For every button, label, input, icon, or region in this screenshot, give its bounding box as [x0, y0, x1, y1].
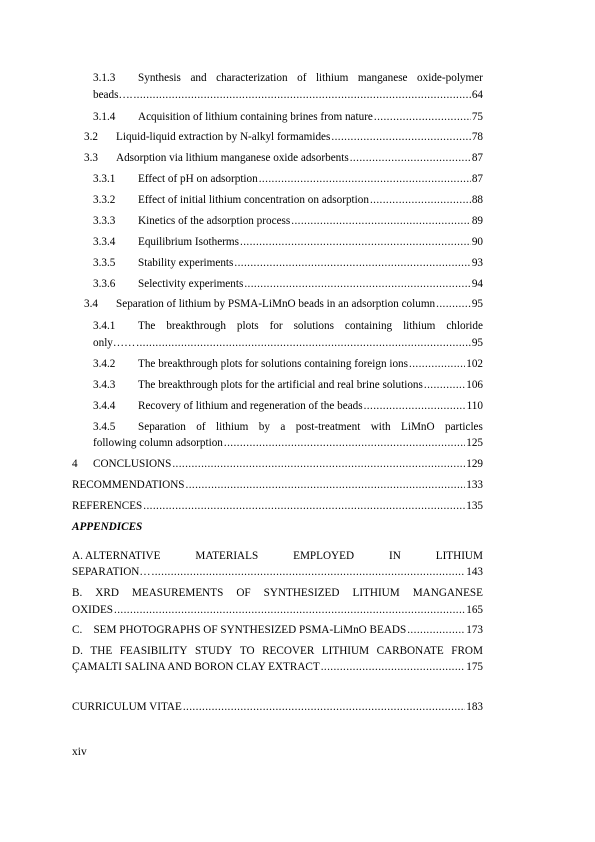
toc-entry-num: 4 [72, 458, 78, 470]
toc-entry-title: CURRICULUM VITAE [72, 701, 182, 713]
toc-entry-curriculum-vitae[interactable] [72, 701, 483, 713]
toc-entry-3-4-2[interactable] [93, 358, 483, 370]
toc-entry-page: 175 [466, 661, 483, 673]
toc-entry-title-continuation: OXIDES [72, 604, 114, 616]
toc-entry-3-4[interactable] [84, 298, 483, 310]
toc-entry-page: 102 [466, 358, 483, 370]
toc-entry-3-1-3-title-line [138, 72, 483, 84]
toc-entry-page: 90 [471, 236, 483, 248]
dot-leader [370, 194, 471, 206]
dot-leader [407, 624, 465, 636]
toc-entry-3-4-1-title-line [138, 320, 483, 332]
toc-entry-3-2[interactable] [84, 131, 483, 143]
toc-appendix-d-title-line [72, 645, 483, 657]
dot-leader [424, 379, 465, 391]
title-word: Separation [138, 421, 186, 433]
toc-entry-title: The breakthrough plots for solutions containing foreign ions [138, 358, 409, 370]
toc-entry-num: 3.3.1 [93, 173, 116, 185]
dot-leader [114, 604, 465, 616]
toc-appendix-d[interactable] [72, 661, 483, 673]
title-word: TO [239, 645, 255, 657]
title-word: lithium [403, 320, 436, 332]
title-word: a [280, 421, 286, 433]
toc-appendix-b-title-line [72, 587, 483, 599]
title-word: CARBONATE [376, 645, 444, 657]
toc-entry-3-4-5-num: 3.4.5 [93, 421, 116, 433]
title-word: D. [72, 645, 83, 657]
title-word: LiMnO [401, 421, 435, 433]
toc-entry-3-1-3-num: 3.1.3 [93, 72, 116, 84]
toc-entry-num: 3.4 [84, 298, 98, 310]
toc-entry-title: Selectivity experiments [138, 278, 244, 290]
toc-entry-page: 143 [466, 566, 483, 578]
toc-entry-title: Acquisition of lithium containing brines from nature [138, 111, 373, 123]
toc-entry-title-continuation: beads…. [93, 89, 133, 101]
toc-entry-page: 173 [466, 624, 483, 636]
toc-entry-title: Separation of lithium by PSMA-LiMnO beads in an adsorption column [116, 298, 436, 310]
title-word: A. ALTERNATIVE [72, 550, 161, 562]
toc-entry-3-1-4[interactable] [93, 111, 483, 123]
title-word: LITHIUM [435, 550, 483, 562]
title-word: and [190, 72, 207, 84]
title-word: chloride [446, 320, 483, 332]
toc-entry-num: 3.4.4 [93, 400, 116, 412]
toc-entry-page: 88 [471, 194, 483, 206]
toc-entry-title: Effect of pH on adsorption [138, 173, 258, 185]
toc-entry-num: 3.3.6 [93, 278, 116, 290]
toc-entry-3-1-3[interactable] [93, 89, 483, 101]
title-word: MATERIALS [195, 550, 259, 562]
title-word: B. [72, 587, 83, 599]
toc-entry-num: 3.3.5 [93, 257, 116, 269]
toc-entry-3-4-5-title-line [138, 421, 483, 433]
toc-entry-page: 78 [471, 131, 483, 143]
toc-entry-3-4-3[interactable] [93, 379, 483, 391]
toc-entry-title: RECOMMENDATIONS [72, 479, 185, 491]
toc-entry-3-4-5[interactable] [93, 437, 483, 449]
title-word: manganese [357, 72, 408, 84]
toc-entry-num: 3.3 [84, 152, 98, 164]
toc-entry-num: 3.3.3 [93, 215, 116, 227]
dot-leader [240, 236, 471, 248]
dot-leader [436, 298, 471, 310]
toc-entry-page: 110 [466, 400, 483, 412]
title-word: FROM [451, 645, 483, 657]
title-word: FEASIBILITY [119, 645, 188, 657]
toc-entry-title: The breakthrough plots for the artificial and real brine solutions [138, 379, 423, 391]
toc-entry-num: 3.3.4 [93, 236, 116, 248]
title-word: LITHIUM [352, 587, 400, 599]
toc-entry-page: 64 [471, 89, 483, 101]
dot-leader [244, 278, 470, 290]
title-word: MANGANESE [412, 587, 483, 599]
toc-entry-title: Stability experiments [138, 257, 234, 269]
title-word: with [370, 421, 391, 433]
toc-entry-3-3-3[interactable] [93, 215, 483, 227]
toc-entry-page: 94 [471, 278, 483, 290]
toc-entry-title-continuation: following column adsorption [93, 437, 223, 449]
toc-entry-title: Adsorption via lithium manganese oxide adsorbents [116, 152, 349, 164]
dot-leader [259, 173, 471, 185]
dot-leader [133, 89, 470, 101]
toc-appendix-a-title-line [72, 550, 483, 562]
dot-leader [234, 257, 470, 269]
dot-leader [331, 131, 470, 143]
title-word: post-treatment [295, 421, 361, 433]
toc-appendix-b[interactable] [72, 604, 483, 616]
title-word: breakthrough [166, 320, 226, 332]
appendices-heading: APPENDICES [72, 521, 143, 533]
title-word: by [258, 421, 270, 433]
toc-appendix-c[interactable] [72, 624, 483, 636]
toc-entry-page: 133 [466, 479, 483, 491]
toc-entry-3-4-1[interactable] [93, 337, 483, 349]
toc-entry-3-3-1[interactable] [93, 173, 483, 185]
toc-entry-num: 3.1.4 [93, 111, 116, 123]
title-word: particles [444, 421, 483, 433]
title-word: RECOVER [262, 645, 315, 657]
dot-leader [409, 358, 465, 370]
toc-entry-title: REFERENCES [72, 500, 143, 512]
title-word: OF [236, 587, 251, 599]
toc-entry-4[interactable] [72, 458, 483, 470]
toc-entry-title: Recovery of lithium and regeneration of the beads [138, 400, 363, 412]
title-word: THE [90, 645, 113, 657]
dot-leader [364, 400, 466, 412]
toc-entry-title: Effect of initial lithium concentration on adsorption [138, 194, 369, 206]
toc-entry-page: 95 [471, 337, 483, 349]
toc-entry-page: 89 [471, 215, 483, 227]
toc-entry-page: 95 [471, 298, 483, 310]
title-word: The [138, 320, 156, 332]
title-word: characterization [216, 72, 288, 84]
title-word: MEASUREMENTS [131, 587, 224, 599]
toc-entry-recommendations[interactable] [72, 479, 483, 491]
dot-leader [183, 701, 465, 713]
title-word: IN [388, 550, 401, 562]
toc-entry-num: 3.2 [84, 131, 98, 143]
toc-entry-3-3-2[interactable] [93, 194, 483, 206]
toc-entry-title-continuation: SEPARATION… [72, 566, 151, 578]
title-word: XRD [95, 587, 119, 599]
toc-entry-3-3-6[interactable] [93, 278, 483, 290]
toc-entry-title: Equilibrium Isotherms [138, 236, 239, 248]
toc-entry-3-4-1-num: 3.4.1 [93, 320, 116, 332]
toc-entry-3-4-4[interactable] [93, 400, 483, 412]
toc-entry-page: 87 [471, 173, 483, 185]
dot-leader [172, 458, 465, 470]
toc-entry-page: 75 [471, 111, 483, 123]
toc-entry-title: CONCLUSIONS [93, 458, 172, 470]
toc-entry-title: Liquid-liquid extraction by N-alkyl formamides [116, 131, 331, 143]
dot-leader [152, 566, 466, 578]
title-word: of [196, 421, 206, 433]
toc-entry-num: 3.4.3 [93, 379, 116, 391]
toc-entry-page: 87 [471, 152, 483, 164]
title-word: oxide-polymer [417, 72, 483, 84]
toc-entry-page: 93 [471, 257, 483, 269]
toc-entry-num: 3.4.2 [93, 358, 116, 370]
toc-entry-3-3-5[interactable] [93, 257, 483, 269]
toc-entry-page: 135 [466, 500, 483, 512]
toc-entry-title-continuation: ÇAMALTI SALINA AND BORON CLAY EXTRACT [72, 661, 320, 673]
dot-leader [186, 479, 466, 491]
dot-leader [224, 437, 465, 449]
title-word: of [297, 72, 307, 84]
toc-entry-page: 125 [466, 437, 483, 449]
title-word: Synthesis [138, 72, 181, 84]
title-word: containing [344, 320, 393, 332]
toc-entry-page: 106 [466, 379, 483, 391]
title-word: solutions [293, 320, 334, 332]
toc-entry-3-3[interactable] [84, 152, 483, 164]
toc-appendix-a[interactable] [72, 566, 483, 578]
toc-entry-page: 165 [466, 604, 483, 616]
dot-leader [136, 337, 471, 349]
dot-leader [143, 500, 465, 512]
title-word: SYNTHESIZED [263, 587, 340, 599]
toc-entry-3-3-4[interactable] [93, 236, 483, 248]
dot-leader [321, 661, 466, 673]
toc-entry-title: Kinetics of the adsorption process [138, 215, 291, 227]
toc-entry-title: C. SEM PHOTOGRAPHS OF SYNTHESIZED PSMA-LiMnO BEADS [72, 624, 407, 636]
toc-entry-title-continuation: only…… [93, 337, 136, 349]
page-number: xiv [72, 746, 87, 758]
title-word: lithium [315, 72, 349, 84]
title-word: STUDY [194, 645, 233, 657]
toc-entry-page: 129 [466, 458, 483, 470]
title-word: plots [236, 320, 259, 332]
toc-entry-page: 183 [466, 701, 483, 713]
title-word: lithium [215, 421, 249, 433]
title-word: for [269, 320, 283, 332]
dot-leader [291, 215, 471, 227]
title-word: EMPLOYED [293, 550, 355, 562]
toc-entry-num: 3.3.2 [93, 194, 116, 206]
dot-leader [374, 111, 471, 123]
toc-entry-references[interactable] [72, 500, 483, 512]
title-word: LITHIUM [321, 645, 370, 657]
dot-leader [350, 152, 471, 164]
